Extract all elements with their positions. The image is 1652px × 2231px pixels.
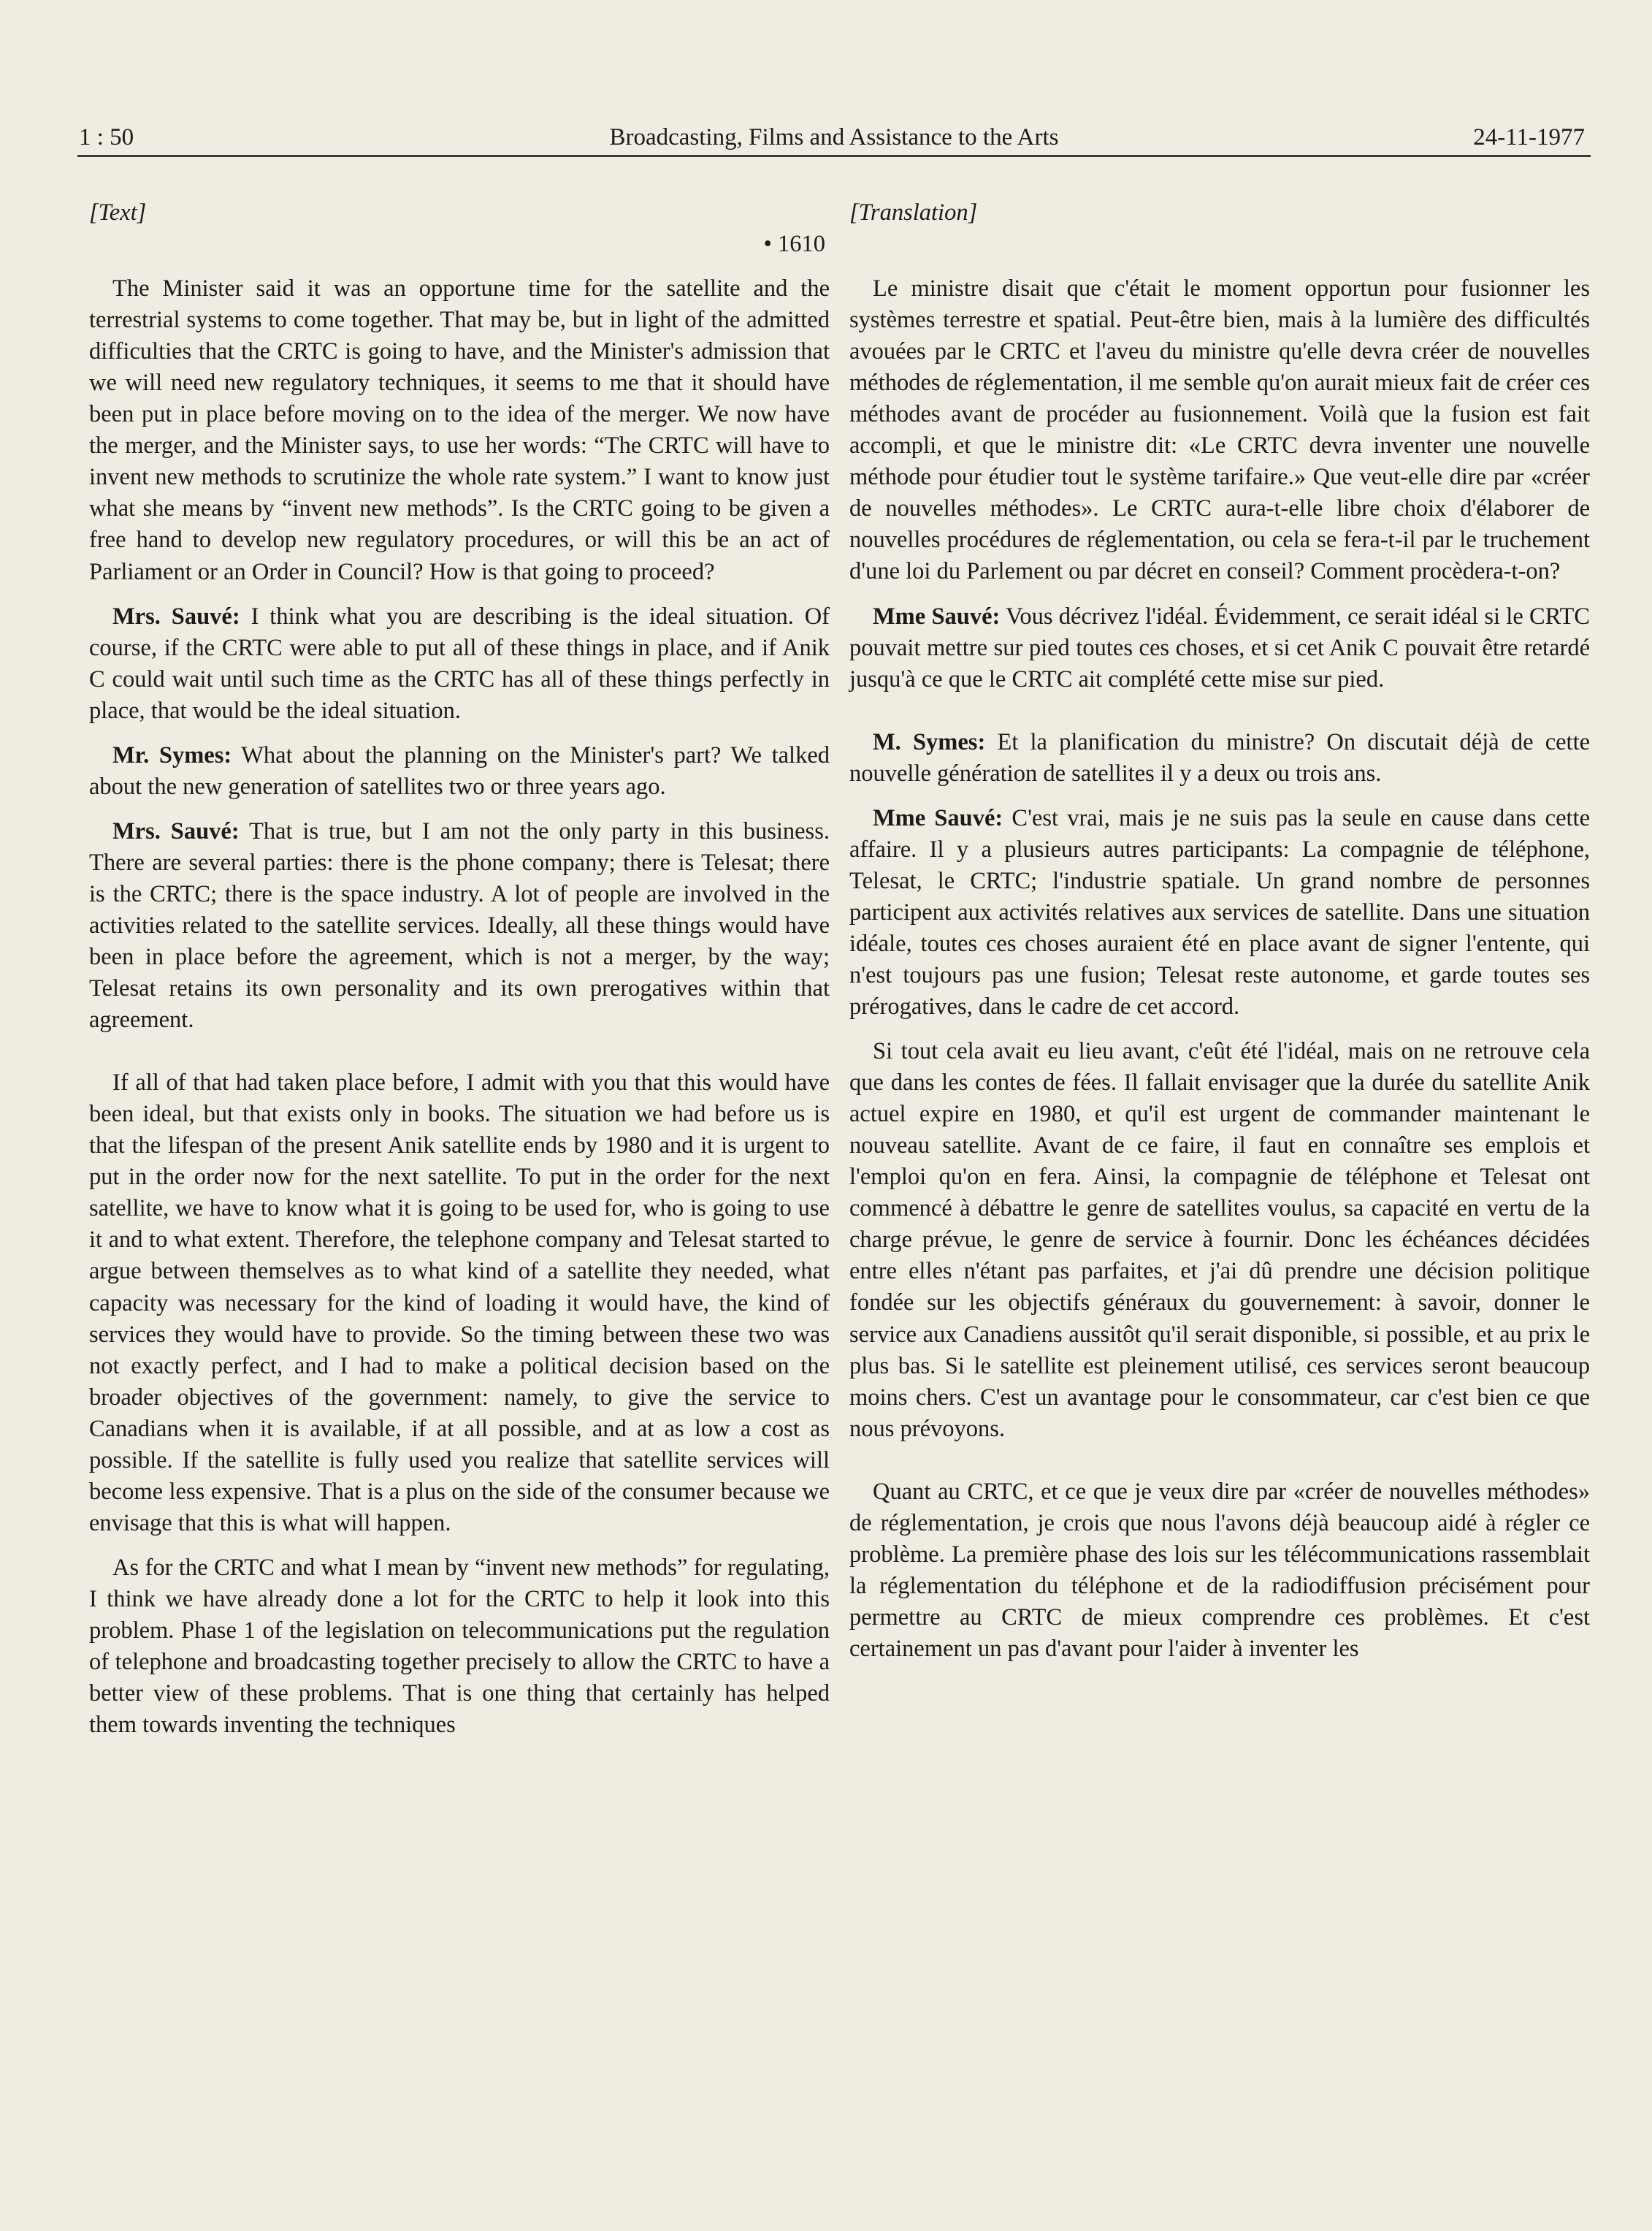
speaker-name: Mrs. Sauvé:: [112, 817, 240, 844]
paragraph-text: What about the planning on the Minister's part? We talked about the new generation of satellites two or three years ago.: [89, 741, 830, 800]
paragraph-text: If all of that had taken place before, I admit with you that this would have been ideal, but that exists only in books. The situation we had before us is that the lifespan of the present Anik satellite ends by 1980 and it is urgent to put in the order now for the next satellite. To put in the order for the next satellite, we have to know what it is going to be used for, who is going to use it and to what extent. Therefore, the telephone company and Telesat started to argue between themselves as to what kind of a satellite they needed, what capacity was necessary for the kind of loading it would have, the kind of services they would have to provide. So the timing between these two was not exactly perfect, and I had to make a political decision based on the broader objectives of the government: namely, to give the service to Canadians when it is available, if at all possible, and at as low a cost as possible. If the satellite is fully used you realize that satellite services will become less expensive. That is a plus on the side of the consumer because we envisage that this is what will happen.: [89, 1069, 830, 1536]
page-header: [77, 123, 1591, 157]
paragraph-text: Le ministre disait que c'était le moment opportun pour fusionner les systèmes terrestre et spatial. Peut-être bien, mais à la lumière des difficultés avouées par le CRTC et l'aveu du ministre qu'elle devra créer de nouvelles méthodes de réglementation, il me semble qu'on aurait mieux fait de créer ces méthodes avant de procéder au fusionnement. Voilà que la fusion est fait accompli, et que le ministre dit: «Le CRTC devra inventer une nouvelle méthode pour étudier tout le système tarifaire.» Que veut-elle dire par «créer de nouvelles méthodes». Le CRTC aura-t-elle libre choix d'élaborer de nouvelles procédures de réglementation, ou cela se fera-t-il par le truchement d'une loi du Parlement ou par décret en conseil? Comment procèdera-t-on?: [849, 275, 1590, 585]
paragraph-text: The Minister said it was an opportune time for the satellite and the terrestrial systems to come together. That may be, but in light of the admitted difficulties that the CRTC is going to have, and the Minister's admission that we will need new regulatory techniques, it seems to me that it should have been put in place before moving on to the idea of the merger. We now have the merger, and the Minister says, to use her words: “The CRTC will have to invent new methods to scrutinize the whole rate system.” I want to know just what she means by “invent new methods”. Is the CRTC going to be given a free hand to develop new regulatory procedures, or will this be an act of Parliament or an Order in Council? How is that going to proceed?: [89, 275, 830, 585]
translation-tag: [Translation]: [849, 199, 978, 226]
speaker-name: M. Symes:: [873, 728, 986, 755]
spacer: [849, 1023, 1590, 1036]
spacer: [849, 229, 1590, 260]
paragraph: [89, 816, 830, 1036]
paragraph: [849, 803, 1590, 1023]
paragraph: [849, 727, 1590, 790]
english-column: [89, 197, 830, 1741]
paragraph-text: Quant au CRTC, et ce que je veux dire par «créer de nouvelles méthodes» de réglementation, je crois que nous l'avons déjà beaucoup aidé à régler ce problème. La première phase des lois sur les télécommunications rassemblait la réglementation du téléphone et de la radiodiffusion précisément pour permettre au CRTC de mieux comprendre ces problèmes. Et c'est certainement un pas d'avant pour l'aider à inventer les: [849, 1478, 1590, 1662]
text-tag: [Text]: [89, 199, 147, 226]
paragraph-text: Vous décrivez l'idéal. Évidemment, ce serait idéal si le CRTC pouvait mettre sur pied toutes ces choses, et si cet Anik C pouvait être retardé jusqu'à ce que le CRTC ait complété cette mise sur pied.: [849, 603, 1590, 693]
spacer: [849, 695, 1590, 727]
paragraph-text: Et la planification du ministre? On discutait déjà de cette nouvelle génération de satellites il y a deux ou trois ans.: [849, 728, 1591, 787]
speaker-name: Mr. Symes:: [112, 741, 232, 769]
spacer: [89, 588, 830, 601]
paragraph: [849, 273, 1590, 587]
page-number: 1 : 50: [79, 124, 134, 150]
running-title: Broadcasting, Films and Assistance to the Arts: [609, 124, 1059, 150]
page-date: 24-11-1977: [1473, 124, 1585, 150]
paragraph: [849, 1036, 1590, 1445]
paragraph: [89, 273, 830, 587]
paragraph-text: I think what you are describing is the ideal situation. Of course, if the CRTC were able to put all of these things in place, and if Anik C could wait until such time as the CRTC has all of these things perfectly in place, that would be the ideal situation.: [89, 603, 830, 724]
spacer: [849, 588, 1590, 601]
spacer: [89, 1539, 830, 1552]
spacer: [89, 260, 830, 273]
paragraph: [89, 601, 830, 727]
paragraph: [89, 1552, 830, 1741]
spacer: [89, 1036, 830, 1067]
spacer: [89, 727, 830, 740]
time-marker: • 1610: [763, 231, 825, 258]
speaker-name: Mme Sauvé:: [873, 603, 1001, 630]
paragraph: [89, 740, 830, 803]
paragraph-text: Si tout cela avait eu lieu avant, c'eût été l'idéal, mais on ne retrouve cela que dans les contes de fées. Il fallait envisager que la durée du satellite Anik actuel expire en 1980, et qu'il est urgent de commander maintenant le nouveau satellite. Avant de ce faire, il faut en connaître ses emplois et l'emploi qu'on en fera. Ainsi, la compagnie de téléphone et Telesat ont commencé à débattre le genre de satellites voulus, sa capacité en vertu de la charge prévue, le genre de service à fournir. Donc les échéances décidées entre elles n'étant pas parfaites, et j'ai dû prendre une décision politique fondée sur les objectifs généraux du gouvernement: à savoir, donner le service aux Canadiens aussitôt qu'il serait disponible, si possible, et au prix le plus bas. Si le satellite est pleinement utilisé, ces services seront beaucoup moins chers. C'est un avantage pour le consommateur, car c'est bien ce que nous prévoyons.: [849, 1038, 1590, 1442]
paragraph: [89, 1067, 830, 1539]
spacer: [849, 260, 1590, 273]
spacer: [849, 790, 1590, 803]
paragraph-text: That is true, but I am not the only party in this business. There are several parties: there is the phone company; there is Telesat; there is the CRTC; there is the space industry. A lot of people are involved in the activities related to the satellite services. Ideally, all these things would have been in place before the agreement, which is not a merger, by the way; Telesat retains its own personality and its own prerogatives within that agreement.: [89, 817, 830, 1034]
paragraph: [849, 1476, 1590, 1665]
paragraph: [849, 601, 1590, 695]
speaker-name: Mme Sauvé:: [873, 804, 1003, 831]
spacer: [849, 1445, 1590, 1476]
paragraph-text: As for the CRTC and what I mean by “invent new methods” for regulating, I think we have already done a lot for the CRTC to help it look into this problem. Phase 1 of the legislation on telecommunications put the regulation of telephone and broadcasting together precisely to allow the CRTC to have a better view of these problems. That is one thing that certainly has helped them towards inventing the techniques: [89, 1554, 830, 1739]
spacer: [89, 803, 830, 816]
paragraph-text: C'est vrai, mais je ne suis pas la seule en cause dans cette affaire. Il y a plusieurs autres participants: La compagnie de téléphone, Telesat, le CRTC; l'industrie spatiale. Un grand nombre de personnes participent aux activités relatives aux services de satellite. Dans une situation idéale, toutes ces choses auraient été en place avant de signer l'entente, qui n'est toujours pas une fusion; Telesat reste autonome, et garde toutes ses prérogatives, dans le cadre de cet accord.: [849, 804, 1591, 1021]
french-column: [849, 197, 1590, 1665]
speaker-name: Mrs. Sauvé:: [112, 603, 240, 630]
